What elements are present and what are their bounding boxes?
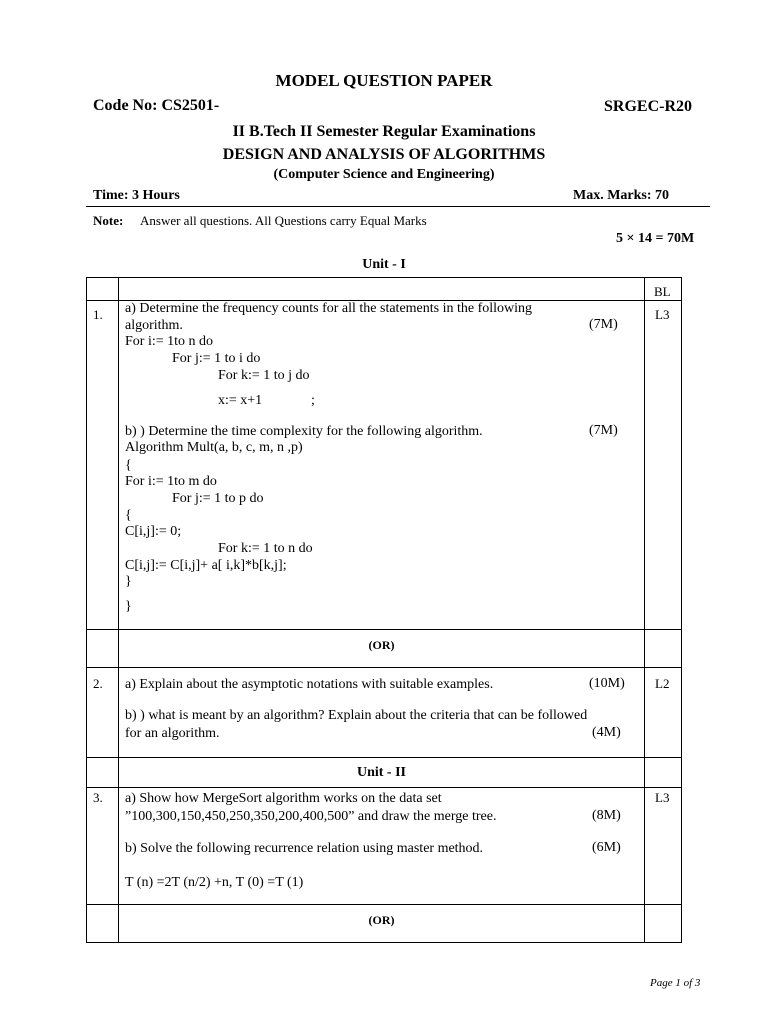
unit-2-heading: Unit - II (356, 765, 406, 780)
or-separator: (OR) (368, 913, 395, 927)
note-label: Note: (93, 213, 124, 228)
page-number: Page 1 of 3 (650, 977, 701, 989)
q2-a-marks: (10M) (589, 676, 625, 691)
q1-a-marks: (7M) (589, 317, 618, 332)
q2-b-marks: (4M) (592, 725, 621, 740)
q1-code-line: { (125, 508, 132, 523)
marks-formula: 5 × 14 = 70M (616, 231, 695, 246)
q1-b-line1: b) ) Determine the time complexity for the following algorithm. (125, 424, 483, 439)
q1-number: 1. (93, 307, 103, 322)
q1-code-line: Algorithm Mult(a, b, c, m, n ,p) (125, 440, 303, 455)
max-marks: Max. Marks: 70 (573, 188, 670, 203)
paper-title: MODEL QUESTION PAPER (275, 71, 493, 90)
q1-code-line: } (125, 599, 132, 614)
q3-b-line2: T (n) =2T (n/2) +n, T (0) =T (1) (125, 875, 304, 890)
q1-code-line: For i:= 1to m do (125, 474, 217, 489)
q1-code-line: x:= x+1 (218, 393, 263, 408)
subject-title: DESIGN AND ANALYSIS OF ALGORITHMS (222, 146, 546, 163)
branch-title: (Computer Science and Engineering) (273, 167, 495, 182)
exam-title: II B.Tech II Semester Regular Examinations (232, 123, 536, 140)
q1-a-line2: algorithm. (125, 318, 183, 333)
or-separator: (OR) (368, 638, 395, 652)
unit-1-heading: Unit - I (362, 257, 406, 272)
q1-code-line: For j:= 1 to i do (172, 351, 261, 366)
q1-a-line1: a) Determine the frequency counts for all the statements in the following (125, 301, 533, 316)
q2-number: 2. (93, 676, 103, 691)
q1-code-line: } (125, 574, 132, 589)
q1-code-line: C[i,j]:= 0; (125, 524, 182, 539)
q1-code-line: For i:= 1to n do (125, 334, 214, 349)
note-text: Answer all questions. All Questions carry Equal Marks (140, 213, 427, 228)
q1-code-line: For j:= 1 to p do (172, 491, 264, 506)
q1-code-line: { (125, 458, 132, 473)
header-divider (86, 206, 710, 207)
q3-a-marks: (8M) (592, 808, 621, 823)
q2-bloom-level: L2 (655, 676, 670, 691)
bl-header: BL (654, 284, 671, 299)
q2-b-line2: for an algorithm. (125, 726, 220, 741)
q3-a-line1: a) Show how MergeSort algorithm works on the data set (125, 791, 442, 806)
q1-b-marks: (7M) (589, 423, 618, 438)
q2-a-line1: a) Explain about the asymptotic notations with suitable examples. (125, 677, 494, 692)
q3-b-line1: b) Solve the following recurrence relation using master method. (125, 841, 484, 856)
q3-bloom-level: L3 (655, 790, 670, 805)
q1-code-line: C[i,j]:= C[i,j]+ a[ i,k]*b[k,j]; (125, 558, 287, 573)
course-code: Code No: CS2501- (93, 97, 220, 114)
exam-duration: Time: 3 Hours (93, 188, 180, 203)
q1-bloom-level: L3 (655, 307, 670, 322)
q3-number: 3. (93, 790, 103, 805)
regulation-code: SRGEC-R20 (604, 98, 693, 115)
q2-b-line1: b) ) what is meant by an algorithm? Explain about the criteria that can be followed (125, 708, 588, 723)
q3-b-marks: (6M) (592, 840, 621, 855)
q1-code-line: For k:= 1 to n do (218, 541, 313, 556)
q1-code-line: For k:= 1 to j do (218, 368, 310, 383)
q1-code-line: ; (311, 393, 315, 408)
q3-a-line2: ”100,300,150,450,250,350,200,400,500” and draw the merge tree. (125, 809, 497, 824)
